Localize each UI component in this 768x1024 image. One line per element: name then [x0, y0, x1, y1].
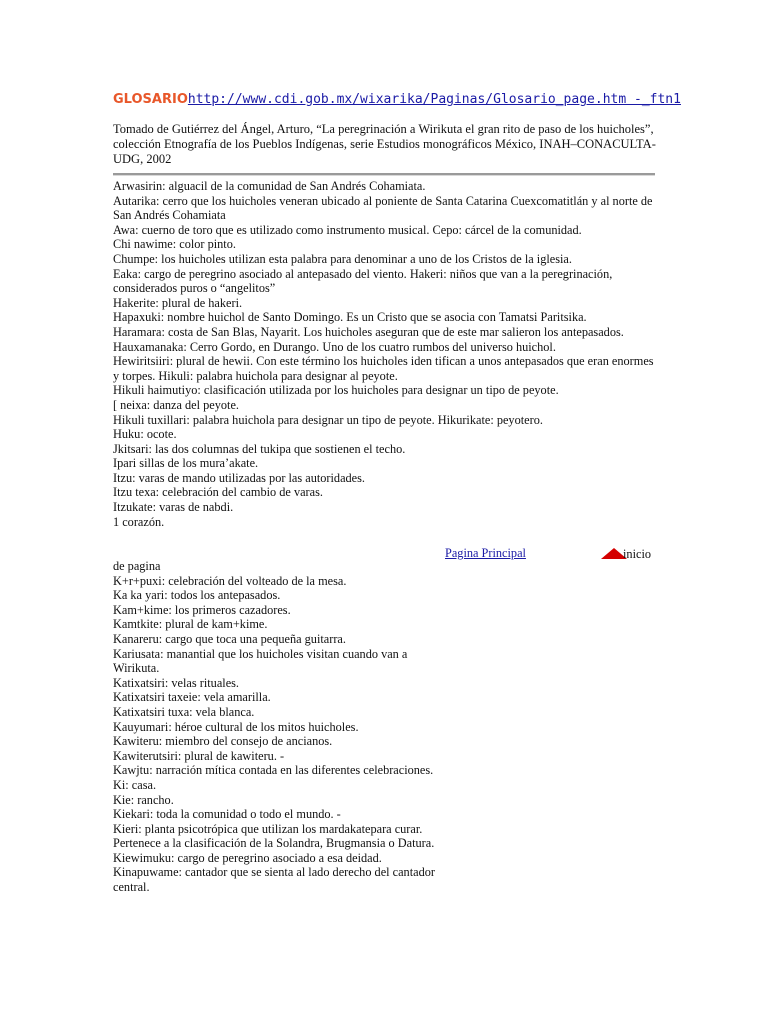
- glossary-entry: Pertenece a la clasificación de la Solandra, Brugmansia o Datura.: [113, 836, 435, 851]
- glossary-entry: Kawjtu: narración mítica contada en las diferentes celebraciones.: [113, 763, 434, 778]
- glossary-entry: Kawiterutsiri: plural de kawiteru. -: [113, 748, 285, 763]
- glossary-entry: Kariusata: manantial que los huicholes visitan cuando van a Wirikuta.: [113, 646, 408, 676]
- glossary-entry: Hakerite: plural de hakeri.: [113, 295, 243, 310]
- glossary-entry: Kinapuwame: cantador que se sienta al lado derecho del cantador central.: [113, 865, 435, 895]
- glossary-entry: Itzu: varas de mando utilizadas por las autoridades.: [113, 470, 366, 485]
- glossary-entry: Kamtkite: plural de kam+kime.: [113, 617, 268, 632]
- glossary-entry: Autarika: cerro que los huicholes veneran ubicado al poniente de Santa Catarina Cuexcomatitlán y al norte de San Andrés Cohamiata: [113, 193, 653, 223]
- glossary-entry: Hauxamanaka: Cerro Gordo, en Durango. Uno de los cuatro rumbos del universo huichol.: [113, 339, 556, 354]
- glossary-entry: Eaka: cargo de peregrino asociado al antepasado del viento. Hakeri: niños que van a la peregrinación, considerados puros o “angelitos”: [113, 266, 613, 296]
- glossary-entry: Kanareru: cargo que toca una pequeña guitarra.: [113, 631, 346, 646]
- glossary-entry: Ki: casa.: [113, 777, 157, 792]
- glossary-entry: Hapaxuki: nombre huichol de Santo Domingo. Es un Cristo que se asocia con Tamatsi Paritsika.: [113, 310, 587, 325]
- glossary-entry: Awa: cuerno de toro que es utilizado como instrumento musical. Cepo: cárcel de la comunidad.: [113, 222, 582, 237]
- glossary-entry: Kam+kime: los primeros cazadores.: [113, 602, 291, 617]
- glossary-entry: Kiewimuku: cargo de peregrino asociado a esa deidad.: [113, 850, 382, 865]
- glossary-entry: Chumpe: los huicholes utilizan esta palabra para denominar a uno de los Cristos de la iglesia.: [113, 251, 572, 266]
- glossary-entry: Hikuli haimutiyo: clasificación utilizada por los huicholes para designar un tipo de peyote.: [113, 383, 559, 398]
- glossary-entry: Huku: ocote.: [113, 427, 177, 442]
- glossary-entry: Haramara: costa de San Blas, Nayarit. Los huicholes aseguran que de este mar salieron los antepasados.: [113, 324, 624, 339]
- back-to-top-label: de pagina: [113, 559, 161, 573]
- glossary-entry: Kauyumari: héroe cultural de los mitos huicholes.: [113, 719, 359, 734]
- glossary-entry: Kawiteru: miembro del consejo de ancianos.: [113, 734, 333, 749]
- glossary-entry: [ neixa: danza del peyote.: [113, 397, 239, 412]
- back-to-top-link[interactable]: inicio: [623, 547, 652, 561]
- glossary-entry: Hewiritsiiri: plural de hewii. Con este término los huicholes iden tifican a unos antepasados que eran enormes y torpes. Hikuli: palabra huichola para designar al peyote.: [113, 354, 654, 383]
- source-citation: Tomado de Gutiérrez del Ángel, Arturo, “La peregrinación a Wirikuta el gran rito de paso de los huicholes”, colección Etnografía de los Pueblos Indígenas, serie Estudios monográficos México, INAH–CONACULTA-UDG, 2002: [113, 122, 656, 166]
- main-page-link[interactable]: Pagina Principal: [445, 546, 526, 560]
- glossary-entry: Katixatsiri taxeie: vela amarilla.: [113, 690, 271, 705]
- glossary-entry: Katixatsiri: velas rituales.: [113, 675, 240, 690]
- glossary-entry: Hikuli tuxillari: palabra huichola para designar un tipo de peyote. Hikurikate: peyotero.: [113, 412, 543, 427]
- glossary-list-continued: [113, 559, 453, 895]
- glossary-entry: Jkitsari: las dos columnas del tukipa que sostienen el techo.: [113, 441, 406, 456]
- glossary-list: [113, 179, 658, 529]
- glossary-entry: Ipari sillas de los mura’akate.: [113, 456, 259, 471]
- glossary-label: GLOSARIO: [113, 92, 188, 107]
- divider: [113, 173, 655, 176]
- glossary-entry: Ka ka yari: todos los antepasados.: [113, 588, 281, 603]
- glossary-header: [113, 92, 681, 108]
- glossary-entry: Katixatsiri tuxa: vela blanca.: [113, 704, 255, 719]
- page-navigation: [445, 546, 660, 562]
- glossary-entry: Itzu texa: celebración del cambio de varas.: [113, 485, 323, 500]
- glossary-entry: Kiekari: toda la comunidad o todo el mundo. -: [113, 807, 341, 822]
- glossary-entry: 1 corazón.: [113, 514, 165, 529]
- glossary-source-link[interactable]: http://www.cdi.gob.mx/wixarika/Paginas/Glosario_page.htm -_ftn1: [187, 92, 681, 107]
- glossary-entry: K+r+puxi: celebración del volteado de la mesa.: [113, 573, 347, 588]
- glossary-entry: Kie: rancho.: [113, 792, 174, 807]
- glossary-entry: Chi nawime: color pinto.: [113, 237, 236, 252]
- glossary-entry: Kieri: planta psicotrópica que utilizan los mardakatepara curar.: [113, 821, 423, 836]
- glossary-entry: Arwasirin: alguacil de la comunidad de San Andrés Cohamiata.: [113, 179, 426, 193]
- glossary-entry: Itzukate: varas de nabdi.: [113, 500, 234, 515]
